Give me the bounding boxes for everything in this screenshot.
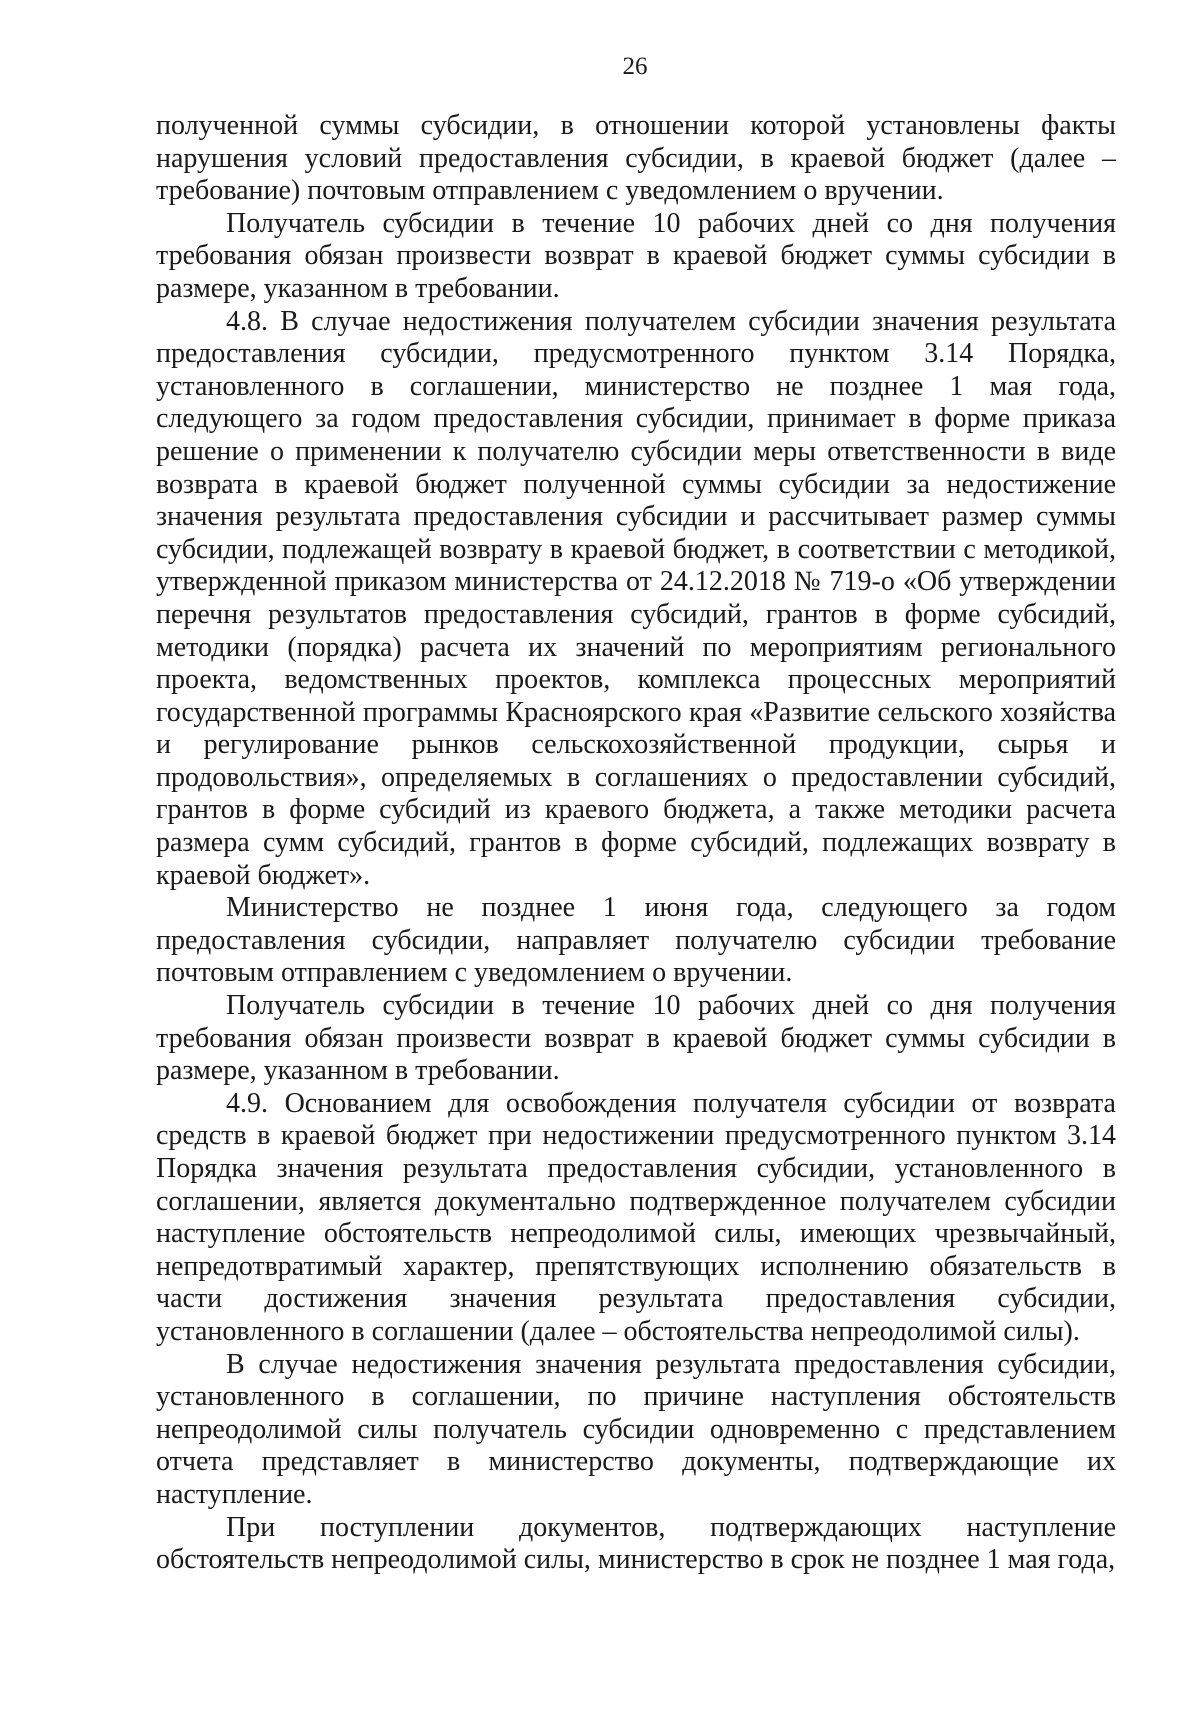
paragraph-docs-received: При поступлении документов, подтверждающих наступление обстоятельств непреодолимой силы, министерство в срок не позднее 1 мая года,	[156, 1511, 1116, 1576]
page-number: 26	[622, 53, 648, 80]
paragraph-4-9: 4.9. Основанием для освобождения получателя субсидии от возврата средств в краевой бюджет при недостижении предусмотренного пунктом 3.14 Порядка значения результата предоставления субсидии, установленного в соглашении, является документально подтвержденное получателем субсидии наступление обстоятельств непреодолимой силы, имеющих чрезвычайный, непредотвратимый характер, препятствующих исполнению обязательств в части достижения значения результата предоставления субсидии, установленного в соглашении (далее – обстоятельства непреодолимой силы).	[156, 1087, 1116, 1347]
paragraph-force-majeure-docs: В случае недостижения значения результата предоставления субсидии, установленного в соглашении, по причине наступления обстоятельств непреодолимой силы получатель субсидии одновременно с представлением отчета представляет в министерство документы, подтверждающие их наступление.	[156, 1348, 1116, 1510]
paragraph-ministry-requirement: Министерство не позднее 1 июня года, следующего за годом предоставления субсидии, направляет получателю субсидии требование почтовым отправлением с уведомлением о вручении.	[156, 892, 1116, 989]
document-body	[156, 110, 1116, 1577]
paragraph-refund-term: Получатель субсидии в течение 10 рабочих дней со дня получения требования обязан произвести возврат в краевой бюджет суммы субсидии в размере, указанном в требовании.	[156, 207, 1116, 304]
paragraph-continuation: полученной суммы субсидии, в отношении которой установлены факты нарушения условий предоставления субсидии, в краевой бюджет (далее – требование) почтовым отправлением с уведомлением о вручении.	[156, 110, 1116, 207]
paragraph-4-8: 4.8. В случае недостижения получателем субсидии значения результата предоставления субсидии, предусмотренного пунктом 3.14 Порядка, установленного в соглашении, министерство не позднее 1 мая года, следующего за годом предоставления субсидии, принимает в форме приказа решение о применении к получателю субсидии меры ответственности в виде возврата в краевой бюджет полученной суммы субсидии за недостижение значения результата предоставления субсидии и рассчитывает размер суммы субсидии, подлежащей возврату в краевой бюджет, в соответствии с методикой, утвержденной приказом министерства от 24.12.2018 № 719-о «Об утверждении перечня результатов предоставления субсидий, грантов в форме субсидий, методики (порядка) расчета их значений по мероприятиям регионального проекта, ведомственных проектов, комплекса процессных мероприятий государственной программы Красноярского края «Развитие сельского хозяйства и регулирование рынков сельскохозяйственной продукции, сырья и продовольствия», определяемых в соглашениях о предоставлении субсидий, грантов в форме субсидий из краевого бюджета, а также методики расчета размера сумм субсидий, грантов в форме субсидий, подлежащих возврату в краевой бюджет».	[156, 305, 1116, 891]
paragraph-refund-term-2: Получатель субсидии в течение 10 рабочих дней со дня получения требования обязан произвести возврат в краевой бюджет суммы субсидии в размере, указанном в требовании.	[156, 990, 1116, 1087]
